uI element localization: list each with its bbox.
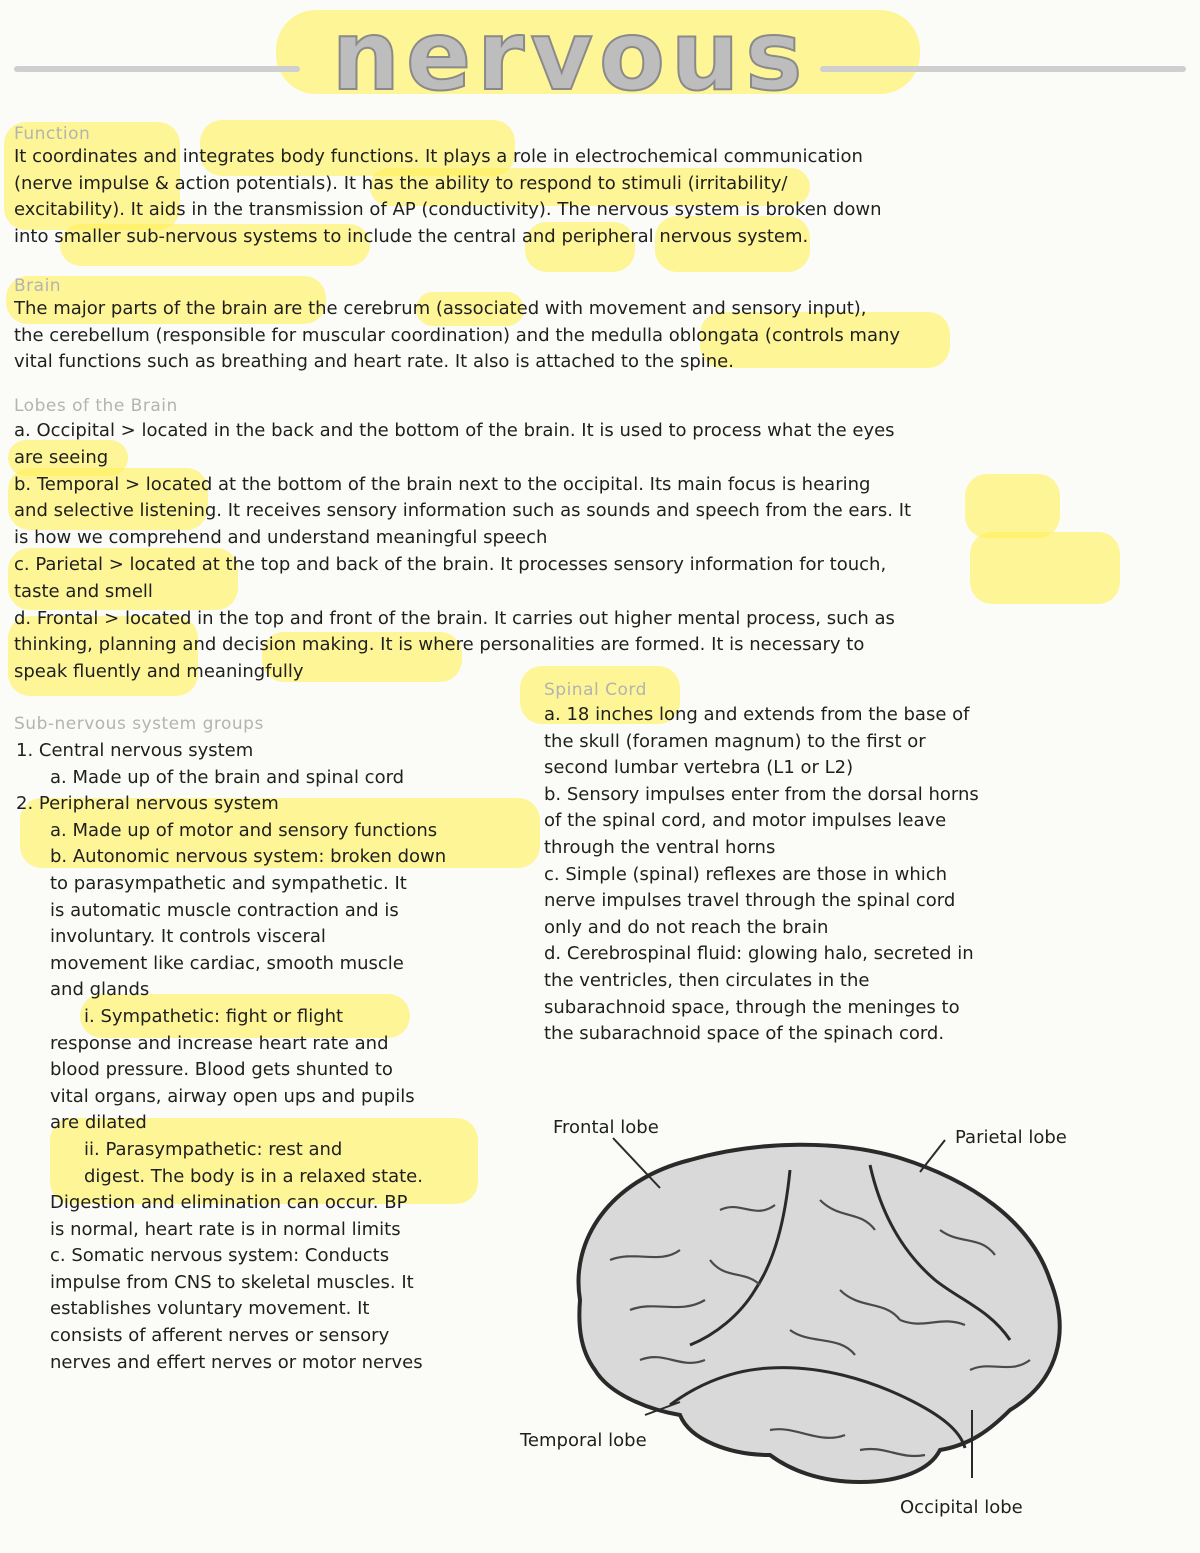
text-line: vital functions such as breathing and heart rate. It also is attached to the spine. <box>14 351 734 372</box>
text-line: digest. The body is in a relaxed state. <box>84 1165 423 1187</box>
text-line: nerves and effert nerves or motor nerves <box>50 1351 423 1373</box>
title-rule-right <box>820 66 1186 72</box>
text-line: a. Occipital > located in the back and the bottom of the brain. It is used to process what the eyes <box>14 420 895 441</box>
text-line: a. 18 inches long and extends from the base of <box>544 704 970 725</box>
text-line: a. Made up of motor and sensory functions <box>50 819 438 841</box>
text-line: involuntary. It controls visceral <box>50 926 326 948</box>
section-heading-sub-systems: Sub-nervous system groups <box>14 714 264 734</box>
text-line: and glands <box>50 979 150 1001</box>
text-line: b. Temporal > located at the bottom of the brain next to the occipital. Its main focus is hearing <box>14 473 871 495</box>
text-line: the ventricles, then circulates in the <box>544 969 870 991</box>
text-line: are dilated <box>50 1112 147 1134</box>
text-line: only and do not reach the brain <box>544 916 829 938</box>
text-line: response and increase heart rate and <box>50 1032 389 1054</box>
text-line: c. Parietal > located at the top and back of the brain. It processes sensory information for touch, <box>14 553 887 575</box>
text-line: c. Somatic nervous system: Conducts <box>50 1245 390 1267</box>
text-line: d. Cerebrospinal fluid: glowing halo, secreted in <box>544 943 974 965</box>
label-frontal-lobe: Frontal lobe <box>553 1117 659 1138</box>
text-line: ii. Parasympathetic: rest and <box>84 1138 343 1160</box>
text-line: and selective listening. It receives sensory information such as sounds and speech from the ears. It <box>14 500 912 522</box>
text-line: movement like cardiac, smooth muscle <box>50 952 404 974</box>
label-parietal-lobe: Parietal lobe <box>955 1127 1067 1148</box>
highlight-mark <box>965 474 1060 538</box>
brain-paragraph <box>14 296 900 376</box>
text-line: c. Simple (spinal) reflexes are those in which <box>544 863 948 885</box>
text-line: 2. Peripheral nervous system <box>16 793 279 815</box>
text-line: b. Autonomic nervous system: broken down <box>50 846 447 868</box>
spinal-cord-list <box>544 702 1104 1048</box>
text-line: is automatic muscle contraction and is <box>50 899 399 921</box>
text-line: of the spinal cord, and motor impulses leave <box>544 810 947 832</box>
text-line: excitability). It aids in the transmission of AP (conductivity). The nervous system is broken down <box>14 199 882 220</box>
text-line: impulse from CNS to skeletal muscles. It <box>50 1271 414 1293</box>
text-line: through the ventral horns <box>544 836 776 858</box>
text-line: The major parts of the brain are the cerebrum (associated with movement and sensory input), <box>14 298 867 319</box>
text-line: the subarachnoid space of the spinach cord. <box>544 1023 945 1045</box>
text-line: consists of afferent nerves or sensory <box>50 1325 390 1347</box>
text-line: 1. Central nervous system <box>16 740 254 761</box>
text-line: Digestion and elimination can occur. BP <box>50 1192 408 1214</box>
text-line: the cerebellum (responsible for muscular coordination) and the medulla oblongata (controls many <box>14 324 901 346</box>
section-heading-function: Function <box>14 124 91 144</box>
text-line: (nerve impulse & action potentials). It has the ability to respond to stimuli (irritability/ <box>14 172 788 194</box>
text-line: d. Frontal > located in the top and front of the brain. It carries out higher mental process, such as <box>14 607 895 629</box>
lobes-list <box>14 418 911 686</box>
label-occipital-lobe: Occipital lobe <box>900 1497 1023 1518</box>
section-heading-brain: Brain <box>14 276 62 296</box>
text-line: taste and smell <box>14 580 153 602</box>
text-line: speak fluently and meaningfully <box>14 661 304 683</box>
text-line: i. Sympathetic: fight or flight <box>84 1005 344 1027</box>
text-line: the skull (foramen magnum) to the first or <box>544 730 926 752</box>
text-line: establishes voluntary movement. It <box>50 1298 370 1320</box>
function-paragraph <box>14 144 882 250</box>
section-heading-spinal-cord: Spinal Cord <box>544 680 647 700</box>
text-line: is how we comprehend and understand meaningful speech <box>14 527 548 549</box>
text-line: is normal, heart rate is in normal limits <box>50 1218 401 1240</box>
label-temporal-lobe: Temporal lobe <box>520 1430 647 1451</box>
sub-systems-list <box>16 738 536 1376</box>
text-line: subarachnoid space, through the meninges to <box>544 996 960 1018</box>
text-line: thinking, planning and decision making. It is where personalities are formed. It is necessary to <box>14 634 865 656</box>
highlight-mark <box>970 532 1120 604</box>
text-line: nerve impulses travel through the spinal cord <box>544 890 956 912</box>
text-line: second lumbar vertebra (L1 or L2) <box>544 757 854 779</box>
text-line: It coordinates and integrates body functions. It plays a role in electrochemical communication <box>14 146 863 167</box>
text-line: into smaller sub-nervous systems to include the central and peripheral nervous system. <box>14 225 809 247</box>
text-line: are seeing <box>14 446 109 468</box>
section-heading-lobes: Lobes of the Brain <box>14 396 178 416</box>
page-title: nervous <box>331 0 809 112</box>
brain-illustration <box>578 1138 1059 1482</box>
title-rule-left <box>14 66 300 72</box>
text-line: a. Made up of the brain and spinal cord <box>50 766 405 788</box>
text-line: vital organs, airway open ups and pupils <box>50 1085 415 1107</box>
brain-diagram <box>540 1110 1140 1530</box>
text-line: to parasympathetic and sympathetic. It <box>50 872 407 894</box>
text-line: b. Sensory impulses enter from the dorsal horns <box>544 783 979 805</box>
text-line: blood pressure. Blood gets shunted to <box>50 1059 393 1081</box>
